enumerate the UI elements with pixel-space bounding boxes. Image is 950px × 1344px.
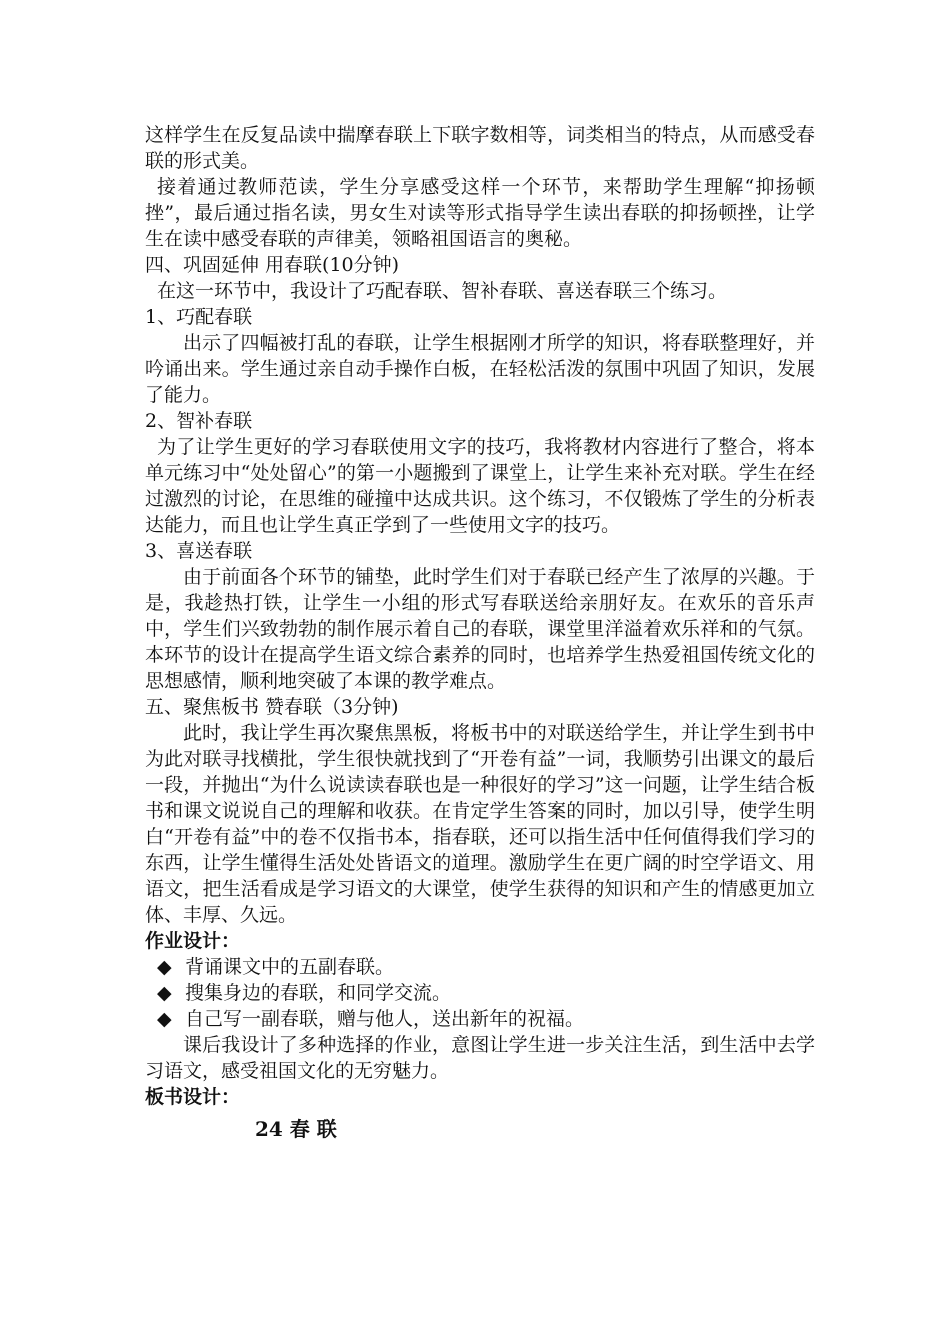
- diamond-bullet-icon: ◆: [157, 956, 172, 978]
- paragraph-rhythm: 接着通过教师范读，学生分享感受这样一个环节，来帮助学生理解“抑扬顿挫”，最后通过指名读，男女生对读等形式指导学生读出春联的抑扬顿挫，让学生在读中感受春联的声律美，领略祖国语言的奥秘。: [145, 176, 815, 250]
- section-heading-4: 四、巩固延伸 用春联(10分钟): [145, 254, 400, 276]
- paragraph-form-beauty: 这样学生在反复品读中揣摩春联上下联字数相等，词类相当的特点，从而感受春联的形式美。: [145, 124, 815, 172]
- homework-item: [145, 980, 815, 1006]
- section-heading-5: 五、聚焦板书 赞春联（3分钟): [145, 696, 399, 718]
- paragraph-blackboard: 此时，我让学生再次聚焦黑板，将板书中的对联送给学生，并让学生到书中为此对联寻找横批，学生很快就找到了“开卷有益”一词，我顺势引出课文的最后一段，并抛出“为什么说读读春联也是一种很好的学习”这一问题，让学生结合板书和课文说说自己的理解和收获。在肯定学生答案的同时，加以引导，使学生明白“开卷有益”中的卷不仅指书本，指春联，还可以指生活中任何值得我们学习的东西，让学生懂得生活处处皆语文的道理。激励学生在更广阔的时空学语文、用语文，把生活看成是学习语文的大课堂，使学生获得的知识和产生的情感更加立体、丰厚、久远。: [145, 722, 815, 926]
- homework-item-text: 自己写一副春联，赠与他人，送出新年的祝福。: [185, 1008, 585, 1030]
- homework-item-text: 背诵课文中的五副春联。: [185, 956, 395, 978]
- homework-item-text: 搜集身边的春联，和同学交流。: [185, 982, 452, 1004]
- homework-item: [145, 954, 815, 980]
- paragraph-complete-couplets: 为了让学生更好的学习春联使用文字的技巧，我将教材内容进行了整合，将本单元练习中“处处留心”的第一小题搬到了课堂上，让学生来补充对联。学生在经过激烈的讨论，在思维的碰撞中达成共识。这个练习，不仅锻炼了学生的分析表达能力，而且也让学生真正学到了一些使用文字的技巧。: [145, 436, 815, 536]
- subheading-1: 1、巧配春联: [145, 306, 253, 328]
- subheading-2: 2、智补春联: [145, 410, 253, 432]
- paragraph-send-couplets: 由于前面各个环节的铺垫，此时学生们对于春联已经产生了浓厚的兴趣。于是，我趁热打铁，让学生一小组的形式写春联送给亲朋好友。在欢乐的音乐声中，学生们兴致勃勃的制作展示着自己的春联，课堂里洋溢着欢乐祥和的气氛。本环节的设计在提高学生语文综合素养的同时，也培养学生热爱祖国传统文化的思想感情，顺利地突破了本课的教学难点。: [145, 566, 815, 692]
- paragraph-match-couplets: 出示了四幅被打乱的春联，让学生根据刚才所学的知识，将春联整理好，并吟诵出来。学生通过亲自动手操作白板，在轻松活泼的氛围中巩固了知识，发展了能力。: [145, 332, 815, 406]
- board-design-title: 板书设计：: [145, 1086, 241, 1108]
- diamond-bullet-icon: ◆: [157, 982, 172, 1004]
- paragraph-exercises-intro: 在这一环节中，我设计了巧配春联、智补春联、喜送春联三个练习。: [157, 280, 728, 302]
- paragraph-homework-purpose: 课后我设计了多种选择的作业，意图让学生进一步关注生活，到生活中去学习语文，感受祖国文化的无穷魅力。: [145, 1034, 815, 1082]
- subheading-3: 3、喜送春联: [145, 540, 253, 562]
- document-page: [145, 122, 815, 1142]
- homework-item: [145, 1006, 815, 1032]
- diamond-bullet-icon: ◆: [157, 1008, 172, 1030]
- homework-title: 作业设计：: [145, 930, 241, 952]
- lesson-title: 24 春 联: [255, 1117, 337, 1141]
